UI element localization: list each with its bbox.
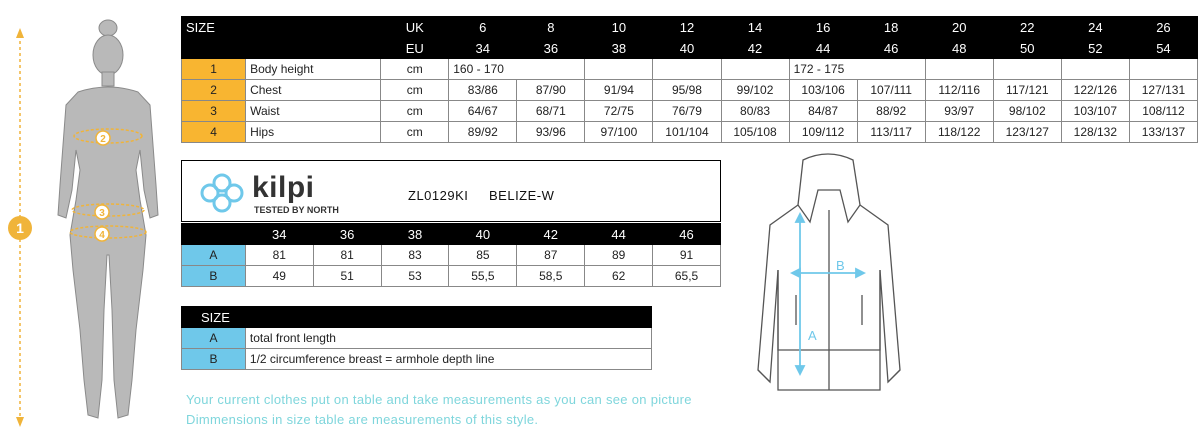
row-unit: cm xyxy=(381,80,449,101)
brand-tagline: TESTED BY NORTH xyxy=(254,205,339,215)
table-cell: 160 - 170 xyxy=(449,59,585,80)
marker-2: 2 xyxy=(100,134,106,145)
header-row xyxy=(182,307,652,328)
size-chart-table xyxy=(181,16,1198,143)
header-cell: 12 xyxy=(653,17,721,38)
table-cell: 72/75 xyxy=(585,101,653,122)
header-cell: 38 xyxy=(585,38,653,59)
row-number: 3 xyxy=(182,101,246,122)
table-cell xyxy=(721,59,789,80)
header-cell: 50 xyxy=(993,38,1061,59)
table-row xyxy=(182,328,652,349)
header-cell: SIZE xyxy=(182,307,246,328)
table-cell: 108/112 xyxy=(1129,101,1197,122)
header-cell: UK xyxy=(381,17,449,38)
jacket-diagram xyxy=(748,150,918,395)
table-cell xyxy=(1129,59,1197,80)
table-cell: 103/106 xyxy=(789,80,857,101)
table-cell: 95/98 xyxy=(653,80,721,101)
header-cell: 40 xyxy=(449,224,517,245)
table-cell xyxy=(653,59,721,80)
table-row xyxy=(182,266,721,287)
header-row xyxy=(182,224,721,245)
header-row xyxy=(182,17,1198,38)
table-cell xyxy=(1061,59,1129,80)
header-cell: 18 xyxy=(857,17,925,38)
table-cell: 58,5 xyxy=(517,266,585,287)
header-cell: 24 xyxy=(1061,17,1129,38)
table-cell: 53 xyxy=(381,266,449,287)
row-unit: cm xyxy=(381,59,449,80)
header-cell: 34 xyxy=(245,224,313,245)
table-cell: 87/90 xyxy=(517,80,585,101)
row-label: A xyxy=(182,328,246,349)
header-cell: 10 xyxy=(585,17,653,38)
header-cell xyxy=(182,38,246,59)
header-cell: EU xyxy=(381,38,449,59)
table-cell: 49 xyxy=(245,266,313,287)
brand-header xyxy=(181,160,721,222)
table-cell: 88/92 xyxy=(857,101,925,122)
row-number: 2 xyxy=(182,80,246,101)
table-cell: 93/96 xyxy=(517,122,585,143)
table-cell: 83/86 xyxy=(449,80,517,101)
header-cell: 8 xyxy=(517,17,585,38)
table-cell: 118/122 xyxy=(925,122,993,143)
table-cell: 85 xyxy=(449,245,517,266)
table-cell: 133/137 xyxy=(1129,122,1197,143)
table-cell: 122/126 xyxy=(1061,80,1129,101)
header-cell: 36 xyxy=(517,38,585,59)
table-cell: 117/121 xyxy=(993,80,1061,101)
header-cell: 54 xyxy=(1129,38,1197,59)
row-label: Chest xyxy=(246,80,381,101)
note-line-2: Dimmensions in size table are measurements of this style. xyxy=(186,412,539,427)
header-cell: 42 xyxy=(721,38,789,59)
header-cell: 46 xyxy=(653,224,721,245)
table-cell: 93/97 xyxy=(925,101,993,122)
table-cell: 113/117 xyxy=(857,122,925,143)
table-cell: 89 xyxy=(585,245,653,266)
row-label: B xyxy=(182,266,246,287)
header-cell: 44 xyxy=(789,38,857,59)
table-cell xyxy=(925,59,993,80)
table-cell: 62 xyxy=(585,266,653,287)
table-row xyxy=(182,245,721,266)
header-cell: 6 xyxy=(449,17,517,38)
header-cell xyxy=(246,38,381,59)
table-cell: 97/100 xyxy=(585,122,653,143)
header-cell: 20 xyxy=(925,17,993,38)
kilpi-knot-icon xyxy=(196,173,248,213)
row-number: 1 xyxy=(182,59,246,80)
header-cell: 26 xyxy=(1129,17,1197,38)
table-cell: 81 xyxy=(245,245,313,266)
table-row xyxy=(182,122,1198,143)
table-cell: 107/111 xyxy=(857,80,925,101)
table-cell xyxy=(993,59,1061,80)
brand-logo: kilpi xyxy=(252,171,315,204)
table-cell: 101/104 xyxy=(653,122,721,143)
table-cell: 127/131 xyxy=(1129,80,1197,101)
row-label: B xyxy=(182,349,246,370)
table-cell: 99/102 xyxy=(721,80,789,101)
table-cell: 123/127 xyxy=(993,122,1061,143)
table-row xyxy=(182,59,1198,80)
table-cell: 89/92 xyxy=(449,122,517,143)
row-label: Body height xyxy=(246,59,381,80)
row-number: 4 xyxy=(182,122,246,143)
table-cell: 87 xyxy=(517,245,585,266)
header-cell: SIZE xyxy=(182,17,246,38)
table-cell: 172 - 175 xyxy=(789,59,925,80)
table-cell: 98/102 xyxy=(993,101,1061,122)
header-cell: 48 xyxy=(925,38,993,59)
header-cell: 36 xyxy=(313,224,381,245)
row-text: 1/2 circumference breast = armhole depth line xyxy=(245,349,651,370)
marker-3: 3 xyxy=(99,208,105,219)
note-line-1: Your current clothes put on table and take measurements as you can see on picture xyxy=(186,392,692,407)
table-row xyxy=(182,101,1198,122)
header-cell: 34 xyxy=(449,38,517,59)
garment-measurement-table xyxy=(181,223,721,287)
header-cell: 22 xyxy=(993,17,1061,38)
header-cell xyxy=(246,17,381,38)
row-label: A xyxy=(182,245,246,266)
jacket-label-b: B xyxy=(836,258,845,273)
table-row xyxy=(182,349,652,370)
row-unit: cm xyxy=(381,101,449,122)
table-cell: 128/132 xyxy=(1061,122,1129,143)
table-row xyxy=(182,80,1198,101)
table-cell: 64/67 xyxy=(449,101,517,122)
table-cell: 84/87 xyxy=(789,101,857,122)
header-cell: 38 xyxy=(381,224,449,245)
table-cell xyxy=(585,59,653,80)
table-cell: 103/107 xyxy=(1061,101,1129,122)
marker-1: 1 xyxy=(16,220,24,236)
row-unit: cm xyxy=(381,122,449,143)
header-cell xyxy=(245,307,651,328)
header-cell: 46 xyxy=(857,38,925,59)
product-code: ZL0129KI xyxy=(408,188,469,203)
table-cell: 105/108 xyxy=(721,122,789,143)
table-cell: 91/94 xyxy=(585,80,653,101)
header-cell: 40 xyxy=(653,38,721,59)
header-cell: 52 xyxy=(1061,38,1129,59)
row-text: total front length xyxy=(245,328,651,349)
table-cell: 76/79 xyxy=(653,101,721,122)
header-cell: 42 xyxy=(517,224,585,245)
body-measurement-figure xyxy=(8,10,178,435)
header-cell xyxy=(182,224,246,245)
legend-table xyxy=(181,306,652,370)
table-cell: 91 xyxy=(653,245,721,266)
marker-4: 4 xyxy=(99,230,105,241)
header-cell: 14 xyxy=(721,17,789,38)
table-cell: 55,5 xyxy=(449,266,517,287)
product-name: BELIZE-W xyxy=(489,188,555,203)
header-cell: 44 xyxy=(585,224,653,245)
table-cell: 51 xyxy=(313,266,381,287)
table-cell: 81 xyxy=(313,245,381,266)
jacket-label-a: A xyxy=(808,328,817,343)
row-label: Waist xyxy=(246,101,381,122)
table-cell: 83 xyxy=(381,245,449,266)
table-cell: 65,5 xyxy=(653,266,721,287)
table-cell: 109/112 xyxy=(789,122,857,143)
table-cell: 80/83 xyxy=(721,101,789,122)
header-cell: 16 xyxy=(789,17,857,38)
table-cell: 68/71 xyxy=(517,101,585,122)
table-cell: 112/116 xyxy=(925,80,993,101)
header-row xyxy=(182,38,1198,59)
row-label: Hips xyxy=(246,122,381,143)
